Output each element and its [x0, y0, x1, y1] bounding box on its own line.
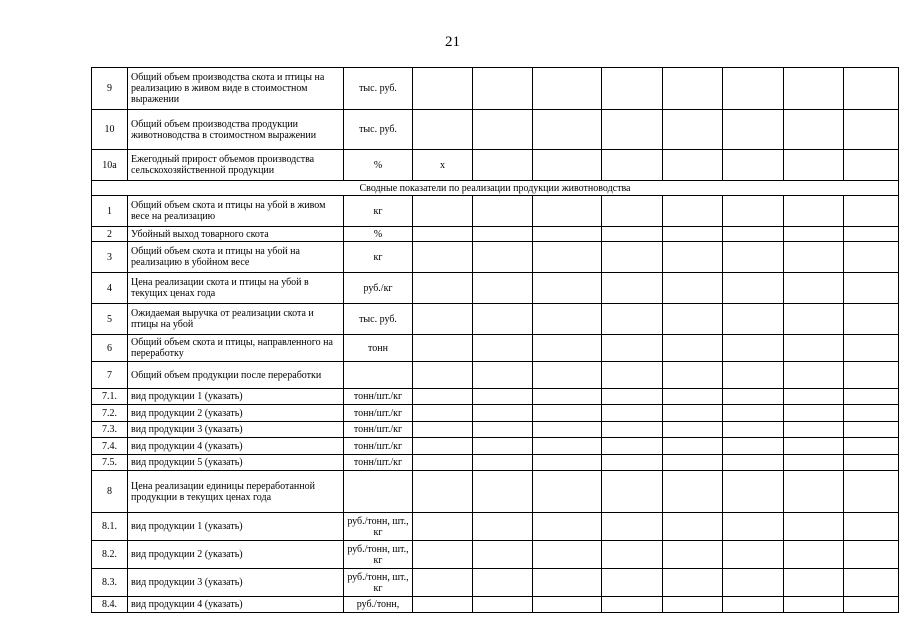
row-indicator: Убойный выход товарного скота: [128, 227, 344, 242]
value-cell: [844, 422, 899, 438]
value-cell: [784, 227, 844, 242]
value-cell: [473, 362, 533, 389]
table-row: [92, 438, 899, 455]
value-cell: [602, 389, 663, 405]
value-cell: [723, 541, 784, 569]
row-number: 8.2.: [92, 541, 128, 569]
row-indicator: Цена реализации единицы переработанной продукции в текущих ценах года: [128, 471, 344, 513]
value-cell: [602, 405, 663, 422]
value-cell: [533, 362, 602, 389]
table-row: [92, 335, 899, 362]
row-first-value-cell: [413, 471, 473, 513]
value-cell: [844, 110, 899, 150]
value-cell: [844, 304, 899, 335]
value-cell: [723, 422, 784, 438]
value-cell: [602, 362, 663, 389]
value-cell: [663, 455, 723, 471]
value-cell: [473, 455, 533, 471]
row-first-value-cell: [413, 597, 473, 613]
value-cell: [663, 569, 723, 597]
row-unit: руб./тонн, шт., кг: [344, 513, 413, 541]
value-cell: [533, 150, 602, 181]
row-first-value-cell: [413, 304, 473, 335]
row-number: 6: [92, 335, 128, 362]
row-unit: тонн/шт./кг: [344, 455, 413, 471]
value-cell: [663, 513, 723, 541]
page-number: 21: [445, 34, 460, 50]
value-cell: [602, 455, 663, 471]
value-cell: [473, 471, 533, 513]
row-first-value-cell: [413, 438, 473, 455]
value-cell: [533, 455, 602, 471]
table-row: [92, 242, 899, 273]
row-first-value-cell: [413, 422, 473, 438]
row-unit: тыс. руб.: [344, 68, 413, 110]
value-cell: [844, 471, 899, 513]
value-cell: [784, 242, 844, 273]
value-cell: [473, 242, 533, 273]
row-indicator: Общий объем скота и птицы на убой в живом весе на реализацию: [128, 196, 344, 227]
row-first-value-cell: [413, 335, 473, 362]
row-number: 5: [92, 304, 128, 335]
value-cell: [473, 273, 533, 304]
row-indicator: Общий объем производства скота и птицы на реализацию в живом виде в стоимостном выражении: [128, 68, 344, 110]
value-cell: [473, 389, 533, 405]
table-row: [92, 569, 899, 597]
row-indicator: вид продукции 2 (указать): [128, 405, 344, 422]
table-row: [92, 455, 899, 471]
value-cell: [784, 438, 844, 455]
table-row: [92, 389, 899, 405]
row-unit: тыс. руб.: [344, 304, 413, 335]
row-number: 4: [92, 273, 128, 304]
row-indicator: Ожидаемая выручка от реализации скота и птицы на убой: [128, 304, 344, 335]
row-number: 8.1.: [92, 513, 128, 541]
row-unit: тыс. руб.: [344, 110, 413, 150]
row-indicator: Общий объем скота и птицы на убой на реализацию в убойном весе: [128, 242, 344, 273]
value-cell: [723, 110, 784, 150]
value-cell: [663, 422, 723, 438]
row-indicator: Общий объем скота и птицы, направленного на переработку: [128, 335, 344, 362]
row-indicator: Общий объем производства продукции животноводства в стоимостном выражении: [128, 110, 344, 150]
row-unit: [344, 471, 413, 513]
value-cell: [784, 597, 844, 613]
value-cell: [602, 471, 663, 513]
value-cell: [784, 110, 844, 150]
value-cell: [663, 471, 723, 513]
row-first-value-cell: [413, 541, 473, 569]
value-cell: [533, 110, 602, 150]
value-cell: [473, 304, 533, 335]
value-cell: [844, 513, 899, 541]
table-row: [92, 597, 899, 613]
value-cell: [784, 362, 844, 389]
row-unit: тонн/шт./кг: [344, 422, 413, 438]
row-number: 8.4.: [92, 597, 128, 613]
value-cell: [602, 597, 663, 613]
value-cell: [533, 569, 602, 597]
value-cell: [533, 422, 602, 438]
value-cell: [602, 438, 663, 455]
value-cell: [844, 242, 899, 273]
value-cell: [663, 597, 723, 613]
value-cell: [844, 150, 899, 181]
value-cell: [602, 422, 663, 438]
value-cell: [663, 304, 723, 335]
value-cell: [533, 335, 602, 362]
value-cell: [784, 304, 844, 335]
value-cell: [602, 150, 663, 181]
value-cell: [723, 150, 784, 181]
value-cell: [663, 405, 723, 422]
value-cell: [723, 227, 784, 242]
value-cell: [602, 227, 663, 242]
value-cell: [663, 150, 723, 181]
row-number: 7: [92, 362, 128, 389]
row-unit: руб./тонн, шт., кг: [344, 541, 413, 569]
value-cell: [663, 196, 723, 227]
row-first-value-cell: [413, 513, 473, 541]
value-cell: [784, 389, 844, 405]
value-cell: [784, 541, 844, 569]
row-first-value-cell: [413, 389, 473, 405]
value-cell: [473, 405, 533, 422]
row-number: 1: [92, 196, 128, 227]
row-first-value-cell: [413, 227, 473, 242]
value-cell: [784, 196, 844, 227]
value-cell: [663, 242, 723, 273]
row-indicator: вид продукции 3 (указать): [128, 569, 344, 597]
row-number: 3: [92, 242, 128, 273]
row-first-value-cell: [413, 273, 473, 304]
value-cell: [784, 513, 844, 541]
row-first-value-cell: [413, 362, 473, 389]
value-cell: [473, 569, 533, 597]
row-first-value-cell: [413, 405, 473, 422]
row-number: 2: [92, 227, 128, 242]
value-cell: [723, 335, 784, 362]
value-cell: [723, 455, 784, 471]
row-number: 7.5.: [92, 455, 128, 471]
value-cell: [844, 405, 899, 422]
value-cell: [723, 362, 784, 389]
row-unit: %: [344, 227, 413, 242]
value-cell: [844, 597, 899, 613]
value-cell: [663, 110, 723, 150]
row-unit: тонн/шт./кг: [344, 405, 413, 422]
value-cell: [533, 196, 602, 227]
indicators-table: [91, 67, 899, 613]
value-cell: [533, 438, 602, 455]
row-number: 9: [92, 68, 128, 110]
value-cell: [533, 68, 602, 110]
row-number: 7.3.: [92, 422, 128, 438]
value-cell: [602, 273, 663, 304]
value-cell: [533, 541, 602, 569]
value-cell: [723, 389, 784, 405]
row-first-value-cell: [413, 196, 473, 227]
value-cell: [844, 273, 899, 304]
value-cell: [663, 227, 723, 242]
table-row: [92, 471, 899, 513]
row-first-value-cell: [413, 242, 473, 273]
table-row: [92, 227, 899, 242]
value-cell: [844, 335, 899, 362]
value-cell: [473, 68, 533, 110]
value-cell: [844, 541, 899, 569]
value-cell: [473, 597, 533, 613]
table-row: [92, 541, 899, 569]
value-cell: [723, 68, 784, 110]
row-indicator: Цена реализации скота и птицы на убой в текущих ценах года: [128, 273, 344, 304]
value-cell: [784, 150, 844, 181]
value-cell: [602, 242, 663, 273]
row-number: 10а: [92, 150, 128, 181]
value-cell: [473, 110, 533, 150]
row-indicator: вид продукции 4 (указать): [128, 438, 344, 455]
value-cell: [602, 569, 663, 597]
value-cell: [533, 304, 602, 335]
value-cell: [602, 68, 663, 110]
value-cell: [844, 196, 899, 227]
value-cell: [533, 389, 602, 405]
row-first-value-cell: [413, 68, 473, 110]
value-cell: [663, 273, 723, 304]
row-unit: тонн: [344, 335, 413, 362]
row-indicator: вид продукции 5 (указать): [128, 455, 344, 471]
row-unit: [344, 362, 413, 389]
value-cell: [663, 541, 723, 569]
value-cell: [723, 273, 784, 304]
value-cell: [473, 541, 533, 569]
row-first-value-cell: [413, 569, 473, 597]
row-unit: руб./кг: [344, 273, 413, 304]
section-row: [92, 181, 899, 196]
table-row: [92, 513, 899, 541]
value-cell: [784, 455, 844, 471]
value-cell: [844, 68, 899, 110]
value-cell: [723, 438, 784, 455]
value-cell: [844, 438, 899, 455]
value-cell: [533, 227, 602, 242]
table-row: [92, 273, 899, 304]
value-cell: [533, 405, 602, 422]
row-number: 7.1.: [92, 389, 128, 405]
value-cell: [473, 513, 533, 541]
value-cell: [784, 68, 844, 110]
value-cell: [663, 362, 723, 389]
row-first-value-cell: [413, 110, 473, 150]
value-cell: [473, 438, 533, 455]
value-cell: [784, 405, 844, 422]
value-cell: [533, 242, 602, 273]
value-cell: [663, 438, 723, 455]
value-cell: [784, 569, 844, 597]
row-unit: руб./тонн, шт., кг: [344, 569, 413, 597]
row-indicator: вид продукции 4 (указать): [128, 597, 344, 613]
row-indicator: вид продукции 3 (указать): [128, 422, 344, 438]
value-cell: [784, 273, 844, 304]
value-cell: [602, 513, 663, 541]
row-indicator: Общий объем продукции после переработки: [128, 362, 344, 389]
value-cell: [602, 196, 663, 227]
value-cell: [602, 541, 663, 569]
value-cell: [844, 389, 899, 405]
value-cell: [602, 304, 663, 335]
row-number: 7.4.: [92, 438, 128, 455]
value-cell: [533, 513, 602, 541]
value-cell: [663, 335, 723, 362]
row-number: 8.3.: [92, 569, 128, 597]
value-cell: [723, 405, 784, 422]
row-first-value-cell: [413, 455, 473, 471]
row-number: 7.2.: [92, 405, 128, 422]
value-cell: [723, 242, 784, 273]
value-cell: [533, 273, 602, 304]
row-unit: руб./тонн,: [344, 597, 413, 613]
value-cell: [844, 362, 899, 389]
row-unit: тонн/шт./кг: [344, 389, 413, 405]
value-cell: [723, 304, 784, 335]
value-cell: [784, 422, 844, 438]
value-cell: [723, 513, 784, 541]
value-cell: [723, 471, 784, 513]
value-cell: [473, 335, 533, 362]
value-cell: [473, 196, 533, 227]
section-title: Сводные показатели по реализации продукции животноводства: [92, 181, 899, 196]
row-number: 8: [92, 471, 128, 513]
value-cell: [723, 597, 784, 613]
value-cell: [533, 597, 602, 613]
value-cell: [663, 389, 723, 405]
value-cell: [663, 68, 723, 110]
row-unit: тонн/шт./кг: [344, 438, 413, 455]
value-cell: [784, 335, 844, 362]
row-unit: %: [344, 150, 413, 181]
value-cell: [533, 471, 602, 513]
table-row: [92, 110, 899, 150]
value-cell: [602, 110, 663, 150]
value-cell: [723, 569, 784, 597]
table-row: [92, 150, 899, 181]
table-row: [92, 196, 899, 227]
row-indicator: Ежегодный прирост объемов производства сельскохозяйственной продукции: [128, 150, 344, 181]
row-indicator: вид продукции 1 (указать): [128, 513, 344, 541]
value-cell: [473, 422, 533, 438]
row-unit: кг: [344, 242, 413, 273]
row-unit: кг: [344, 196, 413, 227]
table-row: [92, 422, 899, 438]
value-cell: [844, 455, 899, 471]
value-cell: [784, 471, 844, 513]
row-first-value-cell: х: [413, 150, 473, 181]
value-cell: [473, 150, 533, 181]
value-cell: [844, 569, 899, 597]
row-indicator: вид продукции 2 (указать): [128, 541, 344, 569]
table-row: [92, 362, 899, 389]
row-number: 10: [92, 110, 128, 150]
value-cell: [602, 335, 663, 362]
value-cell: [844, 227, 899, 242]
value-cell: [723, 196, 784, 227]
table-row: [92, 405, 899, 422]
row-indicator: вид продукции 1 (указать): [128, 389, 344, 405]
table-row: [92, 304, 899, 335]
table-row: [92, 68, 899, 110]
value-cell: [473, 227, 533, 242]
